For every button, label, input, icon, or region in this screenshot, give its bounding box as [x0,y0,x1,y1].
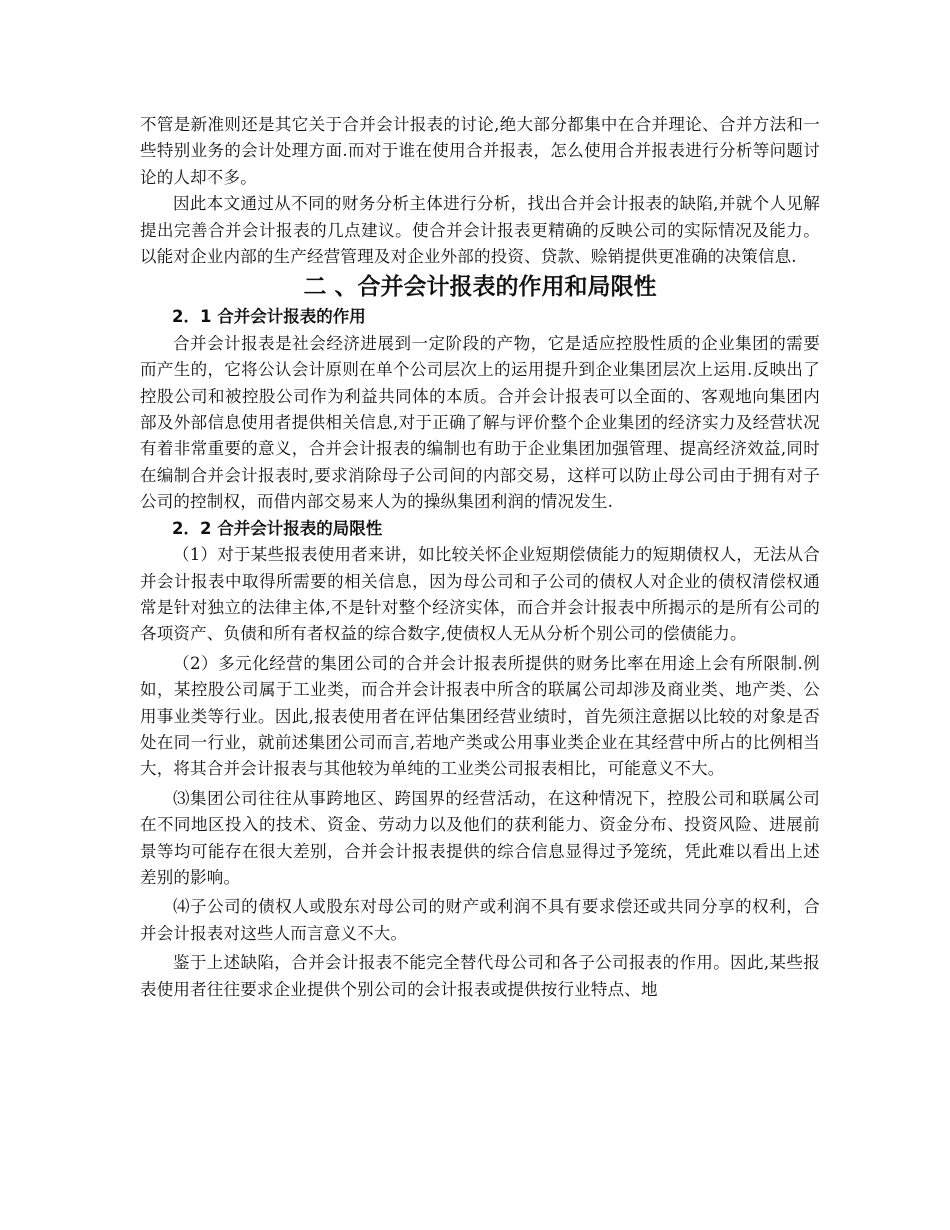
limitation-item-3: ⑶集团公司往往从事跨地区、跨国界的经营活动，在这种情况下，控股公司和联属公司在不同地区投入的技术、资金、劳动力以及他们的获利能力、资金分布、投资风险、进展前景等均可能存在很大差别，合并会计报表提供的综合信息显得过予笼统，凭此难以看出上述差别的影响。 [140,788,820,887]
role-paragraph: 合并会计报表是社会经济进展到一定阶段的产物，它是适应控股性质的企业集团的需要而产生的，它将公认会计原则在单个公司层次上的运用提升到企业集团层次上运用.反映出了控股公司和被控股公司作为利益共同体的本质。合并会计报表可以全面的、客观地向集团内部及外部信息使用者提供相关信息,对于正确了解与评价整个企业集团的经济实力及经营状况有着非常重要的意义，合并会计报表的编制也有助于企业集团加强管理、提高经济效益,同时在编制合并会计报表时,要求消除母子公司间的内部交易，这样可以防止母公司由于拥有对子公司的控制权，而借内部交易来人为的操纵集团利润的情况发生. [140,333,820,512]
limitation-item-1: （1）对于某些报表使用者来讲，如比较关怀企业短期偿债能力的短期债权人，无法从合并会计报表中取得所需要的相关信息，因为母公司和子公司的债权人对企业的债权清偿权通常是针对独立的法律主体,不是针对整个经济实体，而合并会计报表中所揭示的是所有公司的各项资产、负债和所有者权益的综合数字,使债权人无从分析个别公司的偿债能力。 [140,545,820,644]
subsection-heading-limitations: 2．2 合并会计报表的局限性 [172,518,383,538]
intro-paragraph-2: 因此本文通过从不同的财务分析主体进行分析，找出合并会计报表的缺陷,并就个人见解提出完善合并会计报表的几点建议。使合并会计报表更精确的反映公司的实际情况及能力。以能对企业内部的生产经营管理及对企业外部的投资、贷款、赊销提供更准确的决策信息. [140,194,820,267]
intro-paragraph-1: 不管是新准则还是其它关于合并会计报表的讨论,绝大部分都集中在合并理论、合并方法和一些特别业务的会计处理方面.而对于谁在使用合并报表，怎么使用合并报表进行分析等问题讨论的人却不多。 [140,115,820,187]
document-body [140,112,820,1003]
limitation-item-2: （2）多元化经营的集团公司的合并会计报表所提供的财务比率在用途上会有所限制.例如，某控股公司属于工业类，而合并会计报表中所含的联属公司却涉及商业类、地产类、公用事业类等行业。因此,报表使用者在评估集团经营业绩时，首先须注意据以比较的对象是否处在同一行业，就前述集团公司而言,若地产类或公用事业类企业在其经营中所占的比例相当大，将其合并会计报表与其他较为单纯的工业类公司报表相比，可能意义不大。 [140,653,820,779]
limitation-item-4: ⑷子公司的债权人或股东对母公司的财产或利润不具有要求偿还或共同分享的权利，合并会计报表对这些人而言意义不大。 [140,897,820,943]
closing-paragraph: 鉴于上述缺陷，合并会计报表不能完全替代母公司和各子公司报表的作用。因此,某些报表使用者往往要求企业提供个别公司的会计报表或提供按行业特点、地 [140,953,820,999]
section-heading: 二 、合并会计报表的作用和局限性 [303,274,657,301]
subsection-heading-role: 2．1 合并会计报表的作用 [172,307,366,327]
